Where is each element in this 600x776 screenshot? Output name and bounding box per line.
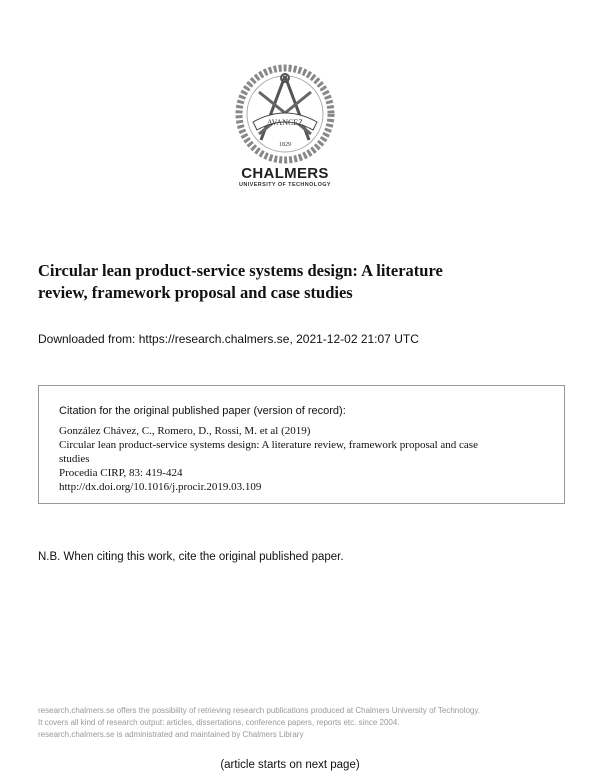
paper-title [38, 260, 518, 304]
chalmers-wordmark [200, 165, 370, 188]
citation-title-cont: studies [59, 453, 90, 465]
citation-doi-link[interactable]: http://dx.doi.org/10.1016/j.procir.2019.03.109 [59, 481, 262, 493]
logo-name: CHALMERS [241, 165, 329, 182]
svg-text:AVANCEZ: AVANCEZ [266, 118, 304, 127]
chalmers-seal-logo [233, 62, 337, 166]
footer-line: research.chalmers.se offers the possibility of retrieving research publications produced at Chalmers University of Technology. [38, 706, 480, 715]
download-info: Downloaded from: https://research.chalmers.se, 2021-12-02 21:07 UTC [38, 332, 419, 346]
citation-authors: González Chávez, C., Romero, D., Rossi, M. et al (2019) [59, 425, 311, 437]
citation-heading: Citation for the original published paper (version of record): [59, 405, 346, 417]
title-line: review, framework proposal and case studies [38, 283, 353, 302]
next-page-note: (article starts on next page) [220, 759, 360, 771]
citation-title: Circular lean product-service systems design: A literature review, framework proposal and case [59, 439, 478, 451]
citation-note: N.B. When citing this work, cite the original published paper. [38, 551, 344, 563]
citation-box [38, 385, 565, 504]
citation-journal: Procedia CIRP, 83: 419-424 [59, 467, 183, 479]
footer-line: research.chalmers.se is administrated and maintained by Chalmers Library [38, 730, 304, 739]
svg-text:1829: 1829 [279, 142, 291, 148]
footer-line: It covers all kind of research output: articles, dissertations, conference papers, reports etc. since 2004. [38, 718, 400, 727]
title-line: Circular lean product-service systems design: A literature [38, 261, 443, 280]
logo-subtitle: UNIVERSITY OF TECHNOLOGY [238, 182, 331, 188]
